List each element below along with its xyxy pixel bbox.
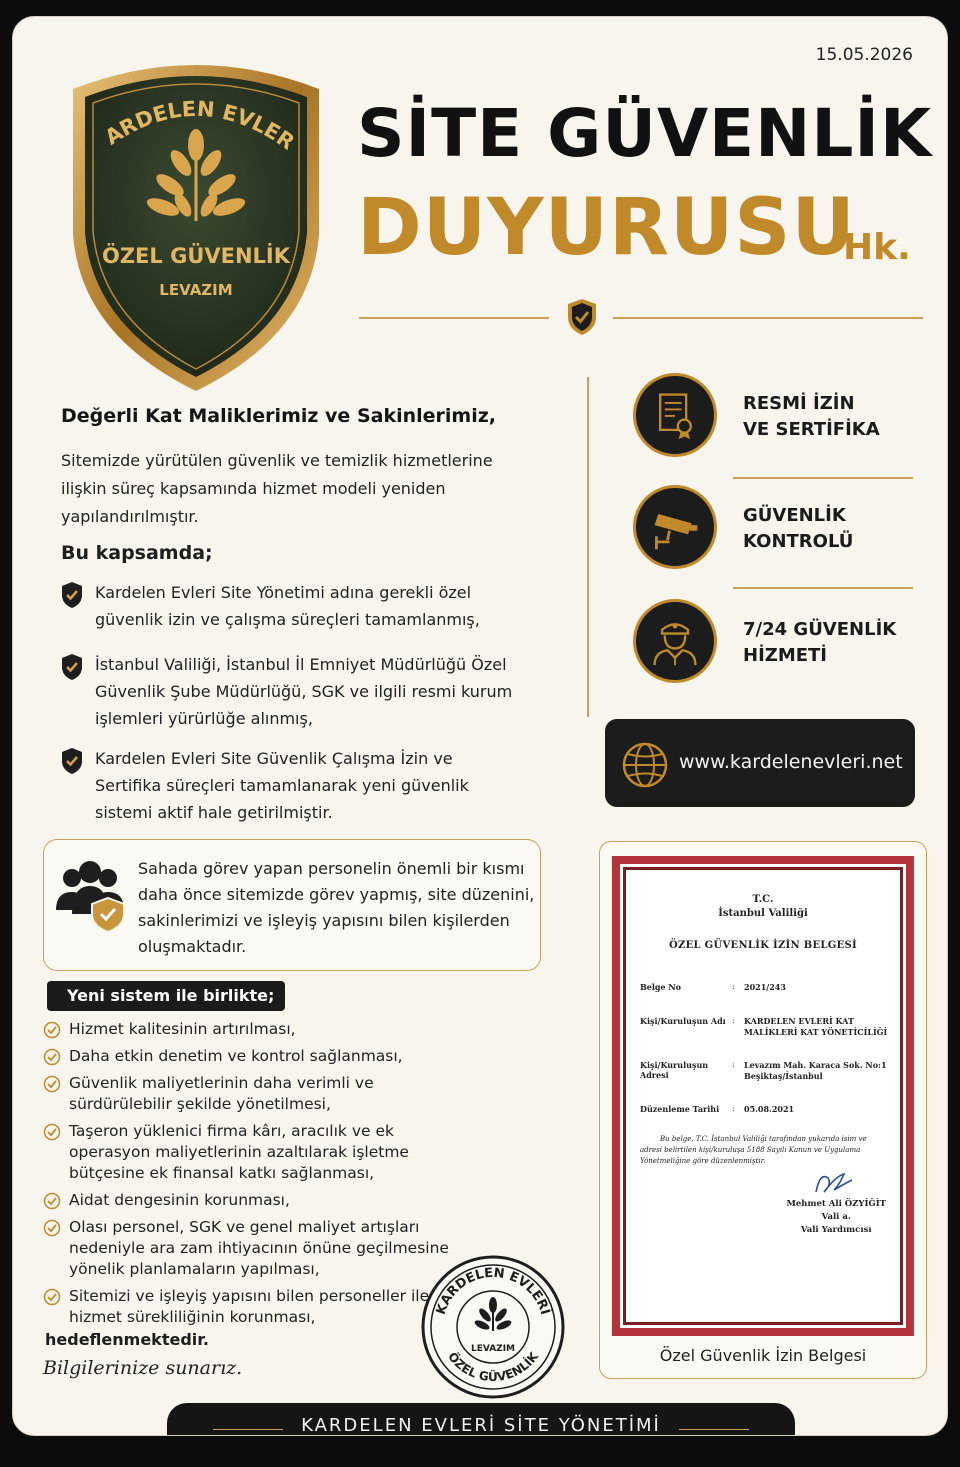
- goal-item: [43, 1190, 463, 1211]
- feature-label-line2: VE SERTİFİKA: [743, 419, 880, 440]
- guard-icon: [636, 602, 714, 680]
- bullet-item: [61, 745, 521, 826]
- goal-item: [43, 1046, 463, 1067]
- feature-official-permit: [633, 373, 923, 463]
- goal-item: [43, 1286, 463, 1328]
- cert-office: İstanbul Valiliği: [718, 908, 808, 919]
- shield-top-text: ARDELEN EVLER: [100, 96, 299, 155]
- cert-signature-block: [786, 1198, 886, 1237]
- feature-label-line2: KONTROLÜ: [743, 531, 854, 552]
- regards-text: Bilgilerinize sunarız.: [43, 1357, 243, 1379]
- headline-line1: SİTE GÜVENLİK: [357, 95, 933, 172]
- signer-role: Vali a.: [821, 1212, 851, 1222]
- goal-item: [43, 1217, 463, 1280]
- bullet-text: Kardelen Evleri Site Yönetimi adına gerekli özel güvenlik izin ve çalışma süreçleri tamamlanmış,: [95, 583, 480, 629]
- feature-label-line1: RESMİ İZİN: [743, 393, 855, 414]
- shield-check-icon: [61, 747, 83, 775]
- certificate-caption: Özel Güvenlik İzin Belgesi: [659, 1346, 867, 1365]
- feature-label-line2: HİZMETİ: [743, 645, 827, 666]
- divider-right: [613, 317, 923, 319]
- shield-check-icon: [566, 297, 598, 337]
- signature-icon: [810, 1166, 856, 1200]
- cert-body: Bu belge, T.C. İstanbul Valiliği tarafından yukarıda isim ve adresi belirtilen kişi/kuruluşa 5188 Sayılı Kanun ve Uygulama Yönetmeliğine göre düzenlenmiştir.: [640, 1135, 867, 1165]
- goal-text: Aidat dengesinin korunması,: [69, 1191, 290, 1209]
- goal-item: [43, 1121, 463, 1184]
- certificate-document: T.C. İstanbul Valiliği ÖZEL GÜVENLİK İZİN BELGESİ Belge No : 2021/243 Kişi/Kuruluşun Adı : KARDELEN EVLERİ KAT MALİKLERİ KAT YÖNETİCİLİĞİ Kişi/Kuruluşun Adresi : Levazım Mah. Karaca Sok. No:1 Beşiktaş/İstanbul Düzenleme Tarihi : 05.08.2021 Bu belge, T.C. İstanbul Valiliği tarafından yukarıda isim ve adresi belirtilen kişi/kuruluşa 5188 Sayılı Kanun ve Uygulama Yönetmeliğine göre düzenlenmiştir. Mehmet Ali ÖZYİĞİT Vali a. Vali Yardımcısı: [612, 856, 914, 1336]
- scope-heading: Bu kapsamda;: [61, 542, 213, 564]
- greeting: Değerli Kat Maliklerimiz ve Sakinlerimiz,: [61, 405, 496, 427]
- goal-text: Güvenlik maliyetlerinin daha verimli ve sürdürülebilir şekilde yönetilmesi,: [69, 1074, 374, 1113]
- feature-separator: [733, 587, 913, 589]
- headline-suffix: Hk.: [843, 227, 911, 268]
- footer-bar: [167, 1403, 795, 1436]
- check-circle-icon: [43, 1123, 61, 1141]
- signer-role: Vali Yardımcısı: [800, 1225, 872, 1235]
- cert-tc: T.C.: [752, 894, 774, 905]
- shield-bottom-text: LEVAZIM: [159, 281, 233, 299]
- shield-check-icon: [61, 581, 83, 609]
- goal-item: [43, 1073, 463, 1115]
- bullet-item: [61, 579, 521, 633]
- stamp-center-text: LEVAZIM: [470, 1344, 516, 1354]
- announcement-page: [12, 16, 948, 1436]
- footer-line-right: [679, 1429, 749, 1430]
- staff-info-text: Sahada görev yapan personelin önemli bir kısmı daha önce sitemizde görev yapmış, site düzenini, sakinlerimizi ve işleyiş yapısını bilen kişilerden oluşmaktadır.: [138, 859, 535, 956]
- team-shield-icon: [52, 858, 128, 932]
- goal-item: [43, 1019, 463, 1040]
- goal-text: Taşeron yüklenici firma kârı, aracılık ve ek operasyon maliyetlerinin azaltılarak işletme bütçesine ek finansal katkı sağlanması,: [69, 1122, 409, 1182]
- bullet-item: [61, 651, 521, 732]
- check-circle-icon: [43, 1219, 61, 1237]
- date: 15.05.2026: [815, 45, 913, 65]
- staff-info-box: [43, 839, 541, 971]
- new-system-label: Yeni sistem ile birlikte;: [47, 981, 285, 1011]
- goal-text: Olası personel, SGK ve genel maliyet artışları nedeniyle ara zam ihtiyacının önüne geçilmesine yönelik planlamaların yapılması,: [69, 1218, 449, 1278]
- website-link[interactable]: www.kardelenevleri.net: [679, 751, 903, 773]
- check-circle-icon: [43, 1288, 61, 1306]
- intro-text: Sitemizde yürütülen güvenlik ve temizlik hizmetlerine ilişkin süreç kapsamında hizmet modeli yeniden yapılandırılmıştır.: [61, 451, 493, 526]
- shield-middle-text: ÖZEL GÜVENLİK: [101, 244, 291, 268]
- shield-logo: [65, 45, 327, 397]
- headline-line2: DUYURUSU: [357, 183, 856, 273]
- goal-text: Sitemizi ve işleyiş yapısını bilen personeller ile hizmet sürekliliğinin korunması,: [69, 1287, 430, 1326]
- shield-check-icon: [61, 653, 83, 681]
- certificate-card: [599, 841, 927, 1379]
- certificate-icon: [636, 376, 714, 454]
- check-circle-icon: [43, 1075, 61, 1093]
- stamp-bottom-text: ÖZEL GÜVENLİK: [445, 1349, 541, 1384]
- goal-text: Hizmet kalitesinin artırılması,: [69, 1020, 296, 1038]
- bullet-text: Kardelen Evleri Site Güvenlik Çalışma İzin ve Sertifika süreçleri tamamlanarak yeni güvenlik sistemi aktif hale getirilmiştir.: [95, 749, 469, 822]
- feature-separator: [733, 477, 913, 479]
- divider-left: [359, 317, 549, 319]
- feature-security-control: [633, 485, 923, 575]
- round-stamp: [421, 1255, 565, 1399]
- cert-title: ÖZEL GÜVENLİK İZİN BELGESİ: [668, 940, 858, 951]
- check-circle-icon: [43, 1048, 61, 1066]
- footer-text: KARDELEN EVLERİ SİTE YÖNETİMİ: [301, 1415, 661, 1436]
- website-banner[interactable]: [605, 719, 915, 807]
- stamp-top-text: KARDELEN EVLERİ: [433, 1265, 553, 1317]
- feature-label-line1: 7/24 GÜVENLİK: [743, 619, 897, 640]
- targeted-text: hedeflenmektedir.: [45, 1330, 209, 1349]
- feature-24-7-service: [633, 599, 923, 689]
- bullet-text: İstanbul Valiliği, İstanbul İl Emniyet Müdürlüğü Özel Güvenlik Şube Müdürlüğü, SGK ve ilgili resmi kurum işlemleri yürürlüğe alınmış,: [95, 655, 513, 728]
- column-divider: [587, 377, 589, 717]
- signer-name: Mehmet Ali ÖZYİĞİT: [786, 1199, 886, 1209]
- goal-text: Daha etkin denetim ve kontrol sağlanması,: [69, 1047, 403, 1065]
- security-camera-icon: [636, 488, 714, 566]
- check-circle-icon: [43, 1192, 61, 1210]
- globe-icon: [621, 741, 669, 789]
- check-circle-icon: [43, 1021, 61, 1039]
- goals-list: [43, 1019, 463, 1334]
- feature-label-line1: GÜVENLİK: [743, 505, 846, 526]
